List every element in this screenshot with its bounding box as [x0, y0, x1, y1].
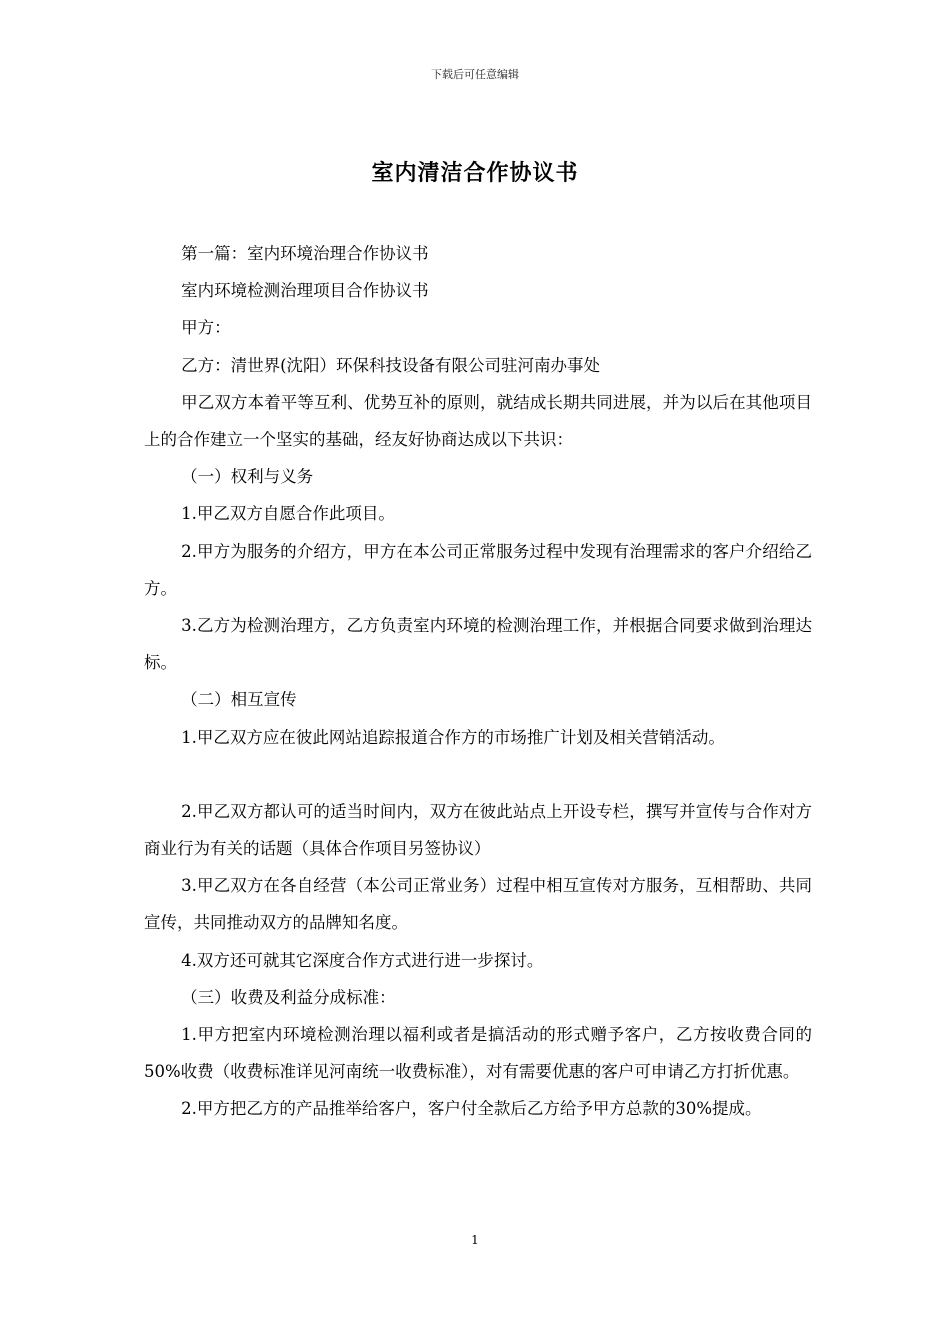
section-heading: （二）相互宣传 [181, 690, 297, 710]
paragraph: 乙方：清世界(沈阳）环保科技设备有限公司驻河南办事处 [181, 355, 601, 375]
paragraph: 2.甲乙双方都认可的适当时间内，双方在彼此站点上开设专栏，撰写并宣传与合作对方商业行为有关的话题（具体合作项目另签协议） [144, 801, 812, 859]
header-note: 下载后可任意编辑 [431, 68, 519, 81]
paragraph: 4.双方还可就其它深度合作方式进行进一步探讨。 [181, 950, 544, 970]
paragraph: 2.甲方把乙方的产品推举给客户，客户付全款后乙方给予甲方总款的30%提成。 [181, 1099, 762, 1119]
paragraph: 甲乙双方本着平等互利、优势互补的原则，就结成长期共同进展，并为以后在其他项目上的合作建立一个坚实的基础，经友好协商达成以下共识： [144, 392, 812, 450]
paragraph: 3.甲乙双方在各自经营（本公司正常业务）过程中相互宣传对方服务，互相帮助、共同宣传，共同推动双方的品牌知名度。 [144, 876, 812, 933]
page-number: 1 [471, 1233, 479, 1247]
paragraph: 2.甲方为服务的介绍方，甲方在本公司正常服务过程中发现有治理需求的客户介绍给乙方。 [144, 541, 812, 598]
document-title: 室内清洁合作协议书 [371, 160, 579, 186]
document-body [144, 235, 812, 1128]
paragraph: 甲方： [181, 318, 231, 338]
paragraph: 1.甲乙双方自愿合作此项目。 [181, 504, 395, 524]
paragraph: 1.甲乙双方应在彼此网站追踪报道合作方的市场推广计划及相关营销活动。 [181, 727, 725, 747]
section-heading: （一）权利与义务 [181, 467, 314, 487]
section-heading: （三）收费及利益分成标准： [181, 987, 396, 1007]
paragraph: 3.乙方为检测治理方，乙方负责室内环境的检测治理工作，并根据合同要求做到治理达标。 [144, 616, 812, 673]
paragraph: 室内环境检测治理项目合作协议书 [181, 281, 429, 301]
paragraph: 第一篇：室内环境治理合作协议书 [181, 244, 429, 263]
paragraph: 1.甲方把室内环境检测治理以福利或者是搞活动的形式赠予客户，乙方按收费合同的50%收费（收费标准详见河南统一收费标准），对有需要优惠的客户可申请乙方打折优惠。 [144, 1025, 812, 1082]
